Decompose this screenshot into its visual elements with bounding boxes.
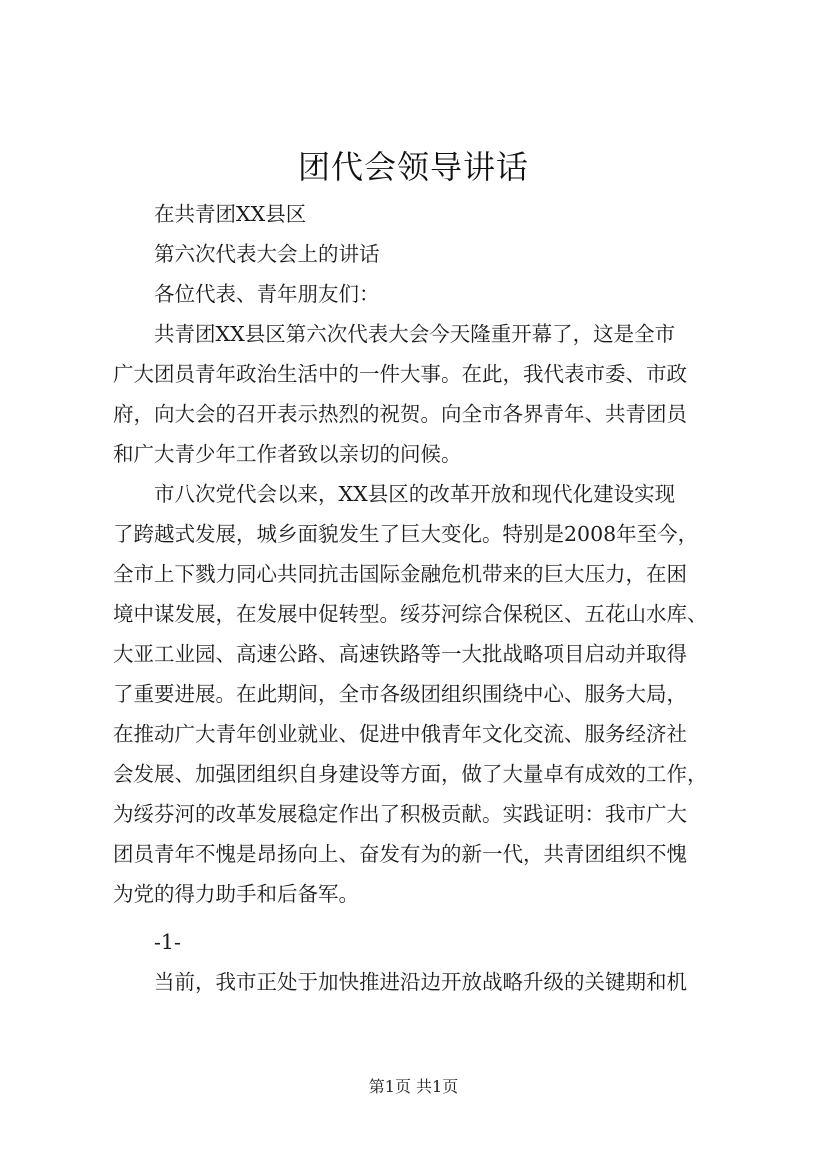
paragraph-line: 府，向大会的召开表示热烈的祝贺。向全市各界青年、共青团员 [113, 402, 687, 426]
paragraph-line: 和广大青少年工作者致以亲切的问候。 [113, 442, 462, 466]
document-body [113, 194, 741, 1002]
inline-page-number: -1- [154, 930, 181, 954]
paragraph-line: 境中谋发展，在发展中促转型。绥芬河综合保税区、五花山水库、 [113, 602, 708, 626]
paragraph-line: 大亚工业园、高速公路、高速铁路等一大批战略项目启动并取得 [113, 642, 687, 666]
paragraph-line: 在推动广大青年创业就业、促进中俄青年文化交流、服务经济社 [113, 722, 687, 746]
text-line: 第六次代表大会上的讲话 [154, 242, 380, 266]
paragraph-line: 了跨越式发展，城乡面貌发生了巨大变化。特别是2008年至今， [113, 522, 699, 546]
paragraph-line: 广大团员青年政治生活中的一件大事。在此，我代表市委、市政 [113, 362, 687, 386]
paragraph-line: 为党的得力助手和后备军。 [113, 882, 359, 906]
document-title: 团代会领导讲话 [297, 148, 529, 186]
paragraph-line: 了重要进展。在此期间，全市各级团组织围绕中心、服务大局， [113, 682, 687, 706]
paragraph-line: 全市上下戮力同心共同抗击国际金融危机带来的巨大压力，在困 [113, 562, 687, 586]
paragraph-line: 团员青年不愧是昂扬向上、奋发有为的新一代，共青团组织不愧 [113, 842, 687, 866]
text-line: 在共青团XX县区 [154, 202, 307, 226]
text-line: 各位代表、青年朋友们： [154, 282, 380, 306]
paragraph-line: 会发展、加强团组织自身建设等方面，做了大量卓有成效的工作， [113, 762, 708, 786]
paragraph-line: 当前，我市正处于加快推进沿边开放战略升级的关键期和机 [154, 970, 687, 994]
paragraph-line: 为绥芬河的改革发展稳定作出了积极贡献。实践证明：我市广大 [113, 802, 687, 826]
paragraph-line: 共青团XX县区第六次代表大会今天隆重开幕了，这是全市 [154, 322, 676, 346]
paragraph-line: 市八次党代会以来，XX县区的改革开放和现代化建设实现 [154, 482, 676, 506]
page-footer: 第1页 共1页 [368, 1077, 459, 1096]
